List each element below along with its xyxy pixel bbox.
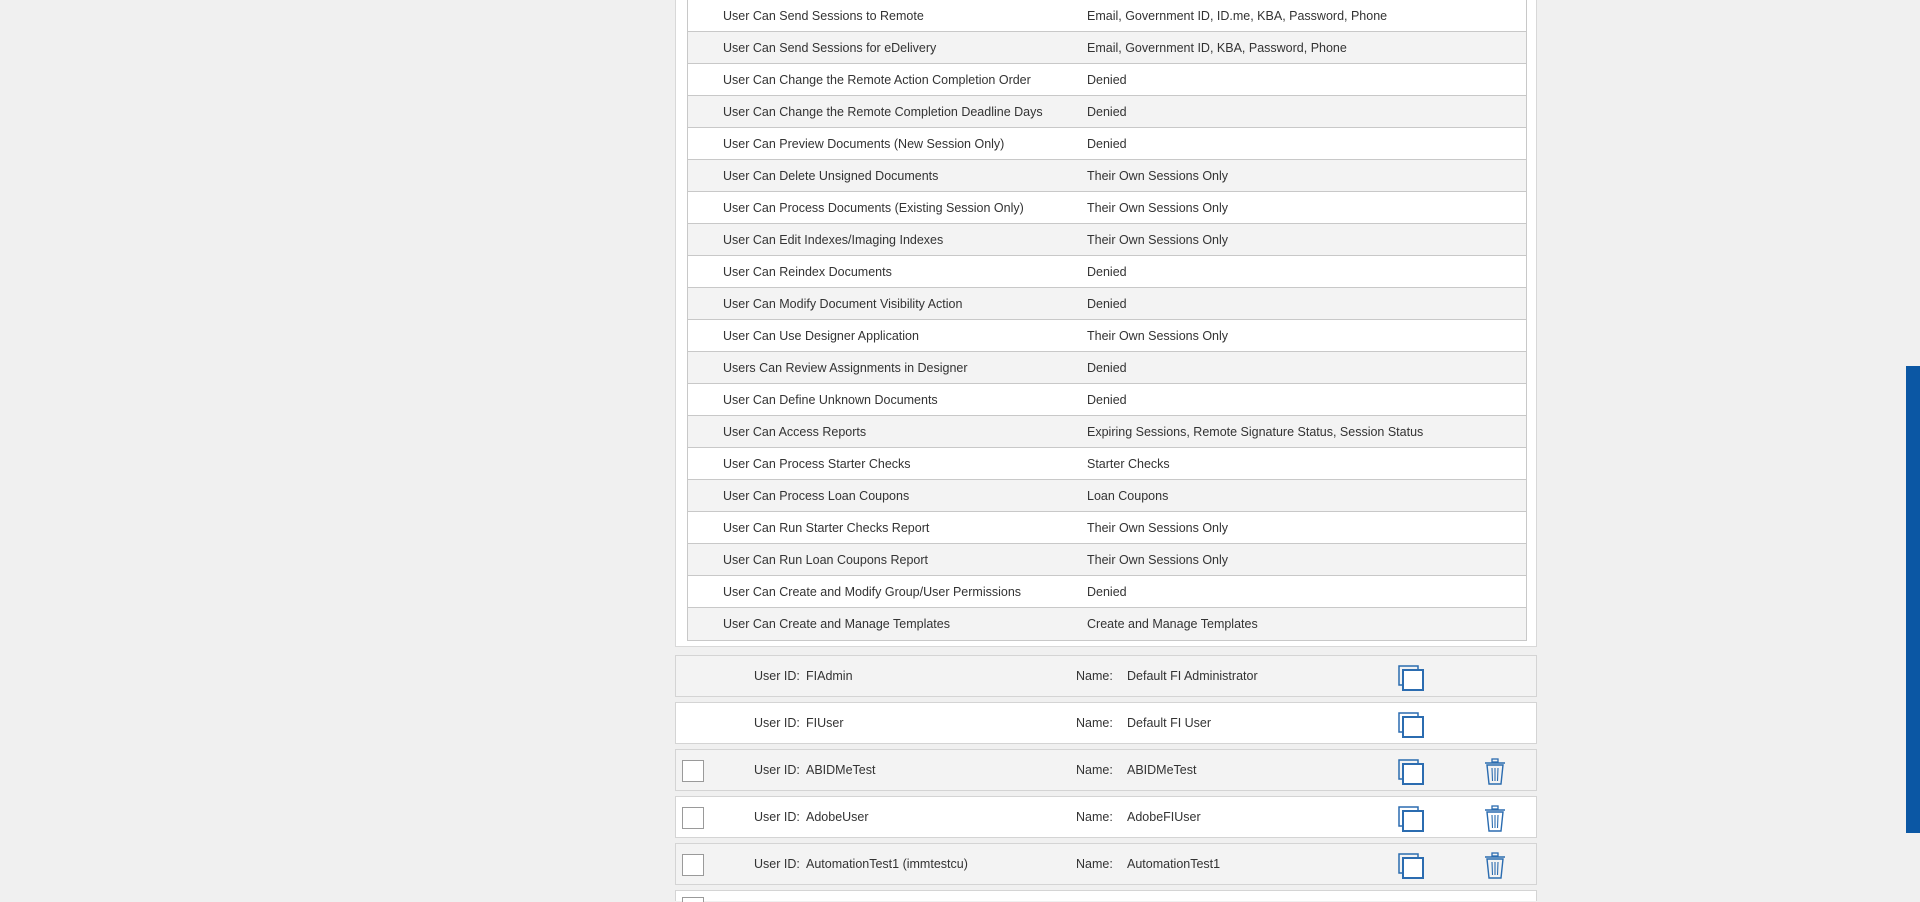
table-row [688, 32, 1526, 64]
permission-name: User Can Access Reports [723, 424, 867, 439]
user-row-partial[interactable] [675, 890, 1537, 901]
permission-name: User Can Run Loan Coupons Report [723, 552, 928, 567]
permission-name: User Can Create and Modify Group/User Permissions [723, 584, 1022, 599]
permission-name: User Can Send Sessions to Remote [723, 8, 924, 23]
table-row [688, 608, 1526, 640]
name-label: Name: [1076, 669, 1113, 683]
permission-value: Denied [1087, 392, 1127, 407]
user-name-value: Default FI User [1127, 716, 1212, 730]
user-name-value: AutomationTest1 [1127, 857, 1221, 871]
permission-value: Denied [1087, 360, 1127, 375]
name-label: Name: [1076, 763, 1113, 777]
table-row [688, 480, 1526, 512]
permissions-panel [675, 0, 1537, 647]
table-row [688, 96, 1526, 128]
permission-value: Email, Government ID, ID.me, KBA, Password, Phone [1087, 8, 1388, 23]
trash-icon[interactable] [1483, 805, 1507, 833]
copy-icon[interactable] [1397, 758, 1425, 786]
permission-value: Denied [1087, 104, 1127, 119]
permission-value: Denied [1087, 584, 1127, 599]
table-row [688, 320, 1526, 352]
user-id-value: ABIDMeTest [806, 763, 876, 777]
user-id-label: User ID: [754, 716, 800, 730]
permission-name: User Can Send Sessions for eDelivery [723, 40, 937, 55]
select-checkbox[interactable] [682, 807, 704, 829]
select-checkbox[interactable] [682, 897, 704, 902]
table-row [688, 160, 1526, 192]
copy-icon[interactable] [1397, 711, 1425, 739]
user-id-label: User ID: [754, 669, 800, 683]
copy-icon[interactable] [1397, 852, 1425, 880]
permission-value: Denied [1087, 136, 1127, 151]
scrollbar-thumb[interactable] [1906, 366, 1920, 833]
permission-name: User Can Modify Document Visibility Action [723, 296, 963, 311]
table-row [688, 384, 1526, 416]
permission-value: Denied [1087, 72, 1127, 87]
user-row[interactable] [675, 749, 1537, 791]
permission-value: Email, Government ID, KBA, Password, Phone [1087, 40, 1347, 55]
copy-icon[interactable] [1397, 805, 1425, 833]
permission-name: User Can Process Starter Checks [723, 456, 911, 471]
permission-value: Starter Checks [1087, 456, 1170, 471]
table-row [688, 416, 1526, 448]
permission-value: Create and Manage Templates [1087, 617, 1258, 631]
user-name-value: AdobeFIUser [1127, 810, 1201, 824]
user-id-value: AdobeUser [806, 810, 869, 824]
permission-name: User Can Process Loan Coupons [723, 488, 910, 503]
table-row [688, 512, 1526, 544]
permission-name: Users Can Review Assignments in Designer [723, 360, 968, 375]
select-checkbox[interactable] [682, 760, 704, 782]
user-name-value: ABIDMeTest [1127, 763, 1197, 777]
user-id-value: AutomationTest1 (immtestcu) [806, 857, 968, 871]
permissions-table [687, 0, 1527, 641]
permission-name: User Can Create and Manage Templates [723, 617, 950, 631]
user-row[interactable] [675, 655, 1537, 697]
user-row[interactable] [675, 702, 1537, 744]
permission-value: Loan Coupons [1087, 488, 1169, 503]
table-row [688, 128, 1526, 160]
permission-name: User Can Reindex Documents [723, 264, 892, 279]
permission-name: User Can Use Designer Application [723, 328, 919, 343]
table-row [688, 288, 1526, 320]
permission-name: User Can Delete Unsigned Documents [723, 168, 939, 183]
permission-name: User Can Process Documents (Existing Session Only) [723, 200, 1024, 215]
user-id-value: FIAdmin [806, 669, 853, 683]
permission-value: Their Own Sessions Only [1087, 552, 1229, 567]
permission-name: User Can Run Starter Checks Report [723, 520, 930, 535]
permission-value: Denied [1087, 296, 1127, 311]
user-id-label: User ID: [754, 763, 800, 777]
table-row [688, 448, 1526, 480]
table-row [688, 64, 1526, 96]
permission-value: Their Own Sessions Only [1087, 168, 1229, 183]
trash-icon[interactable] [1483, 758, 1507, 786]
permission-value: Denied [1087, 264, 1127, 279]
table-row [688, 192, 1526, 224]
permission-value: Their Own Sessions Only [1087, 328, 1229, 343]
trash-icon[interactable] [1483, 852, 1507, 880]
permission-name: User Can Edit Indexes/Imaging Indexes [723, 232, 944, 247]
table-row [688, 224, 1526, 256]
table-row [688, 256, 1526, 288]
user-row[interactable] [675, 843, 1537, 885]
user-id-value: FIUser [806, 716, 844, 730]
copy-icon[interactable] [1397, 664, 1425, 692]
table-row [688, 544, 1526, 576]
permission-name: User Can Change the Remote Action Completion Order [723, 72, 1031, 87]
permission-value: Their Own Sessions Only [1087, 520, 1229, 535]
select-checkbox[interactable] [682, 854, 704, 876]
user-id-label: User ID: [754, 857, 800, 871]
user-name-value: Default FI Administrator [1127, 669, 1258, 683]
permission-value: Their Own Sessions Only [1087, 200, 1229, 215]
name-label: Name: [1076, 857, 1113, 871]
table-row [688, 352, 1526, 384]
table-row [688, 0, 1526, 32]
table-row [688, 576, 1526, 608]
user-id-label: User ID: [754, 810, 800, 824]
permission-value: Expiring Sessions, Remote Signature Status, Session Status [1087, 424, 1424, 439]
permission-name: User Can Change the Remote Completion Deadline Days [723, 104, 1043, 119]
permission-name: User Can Define Unknown Documents [723, 392, 938, 407]
permission-value: Their Own Sessions Only [1087, 232, 1229, 247]
user-row[interactable] [675, 796, 1537, 838]
permission-name: User Can Preview Documents (New Session Only) [723, 136, 1005, 151]
name-label: Name: [1076, 810, 1113, 824]
name-label: Name: [1076, 716, 1113, 730]
